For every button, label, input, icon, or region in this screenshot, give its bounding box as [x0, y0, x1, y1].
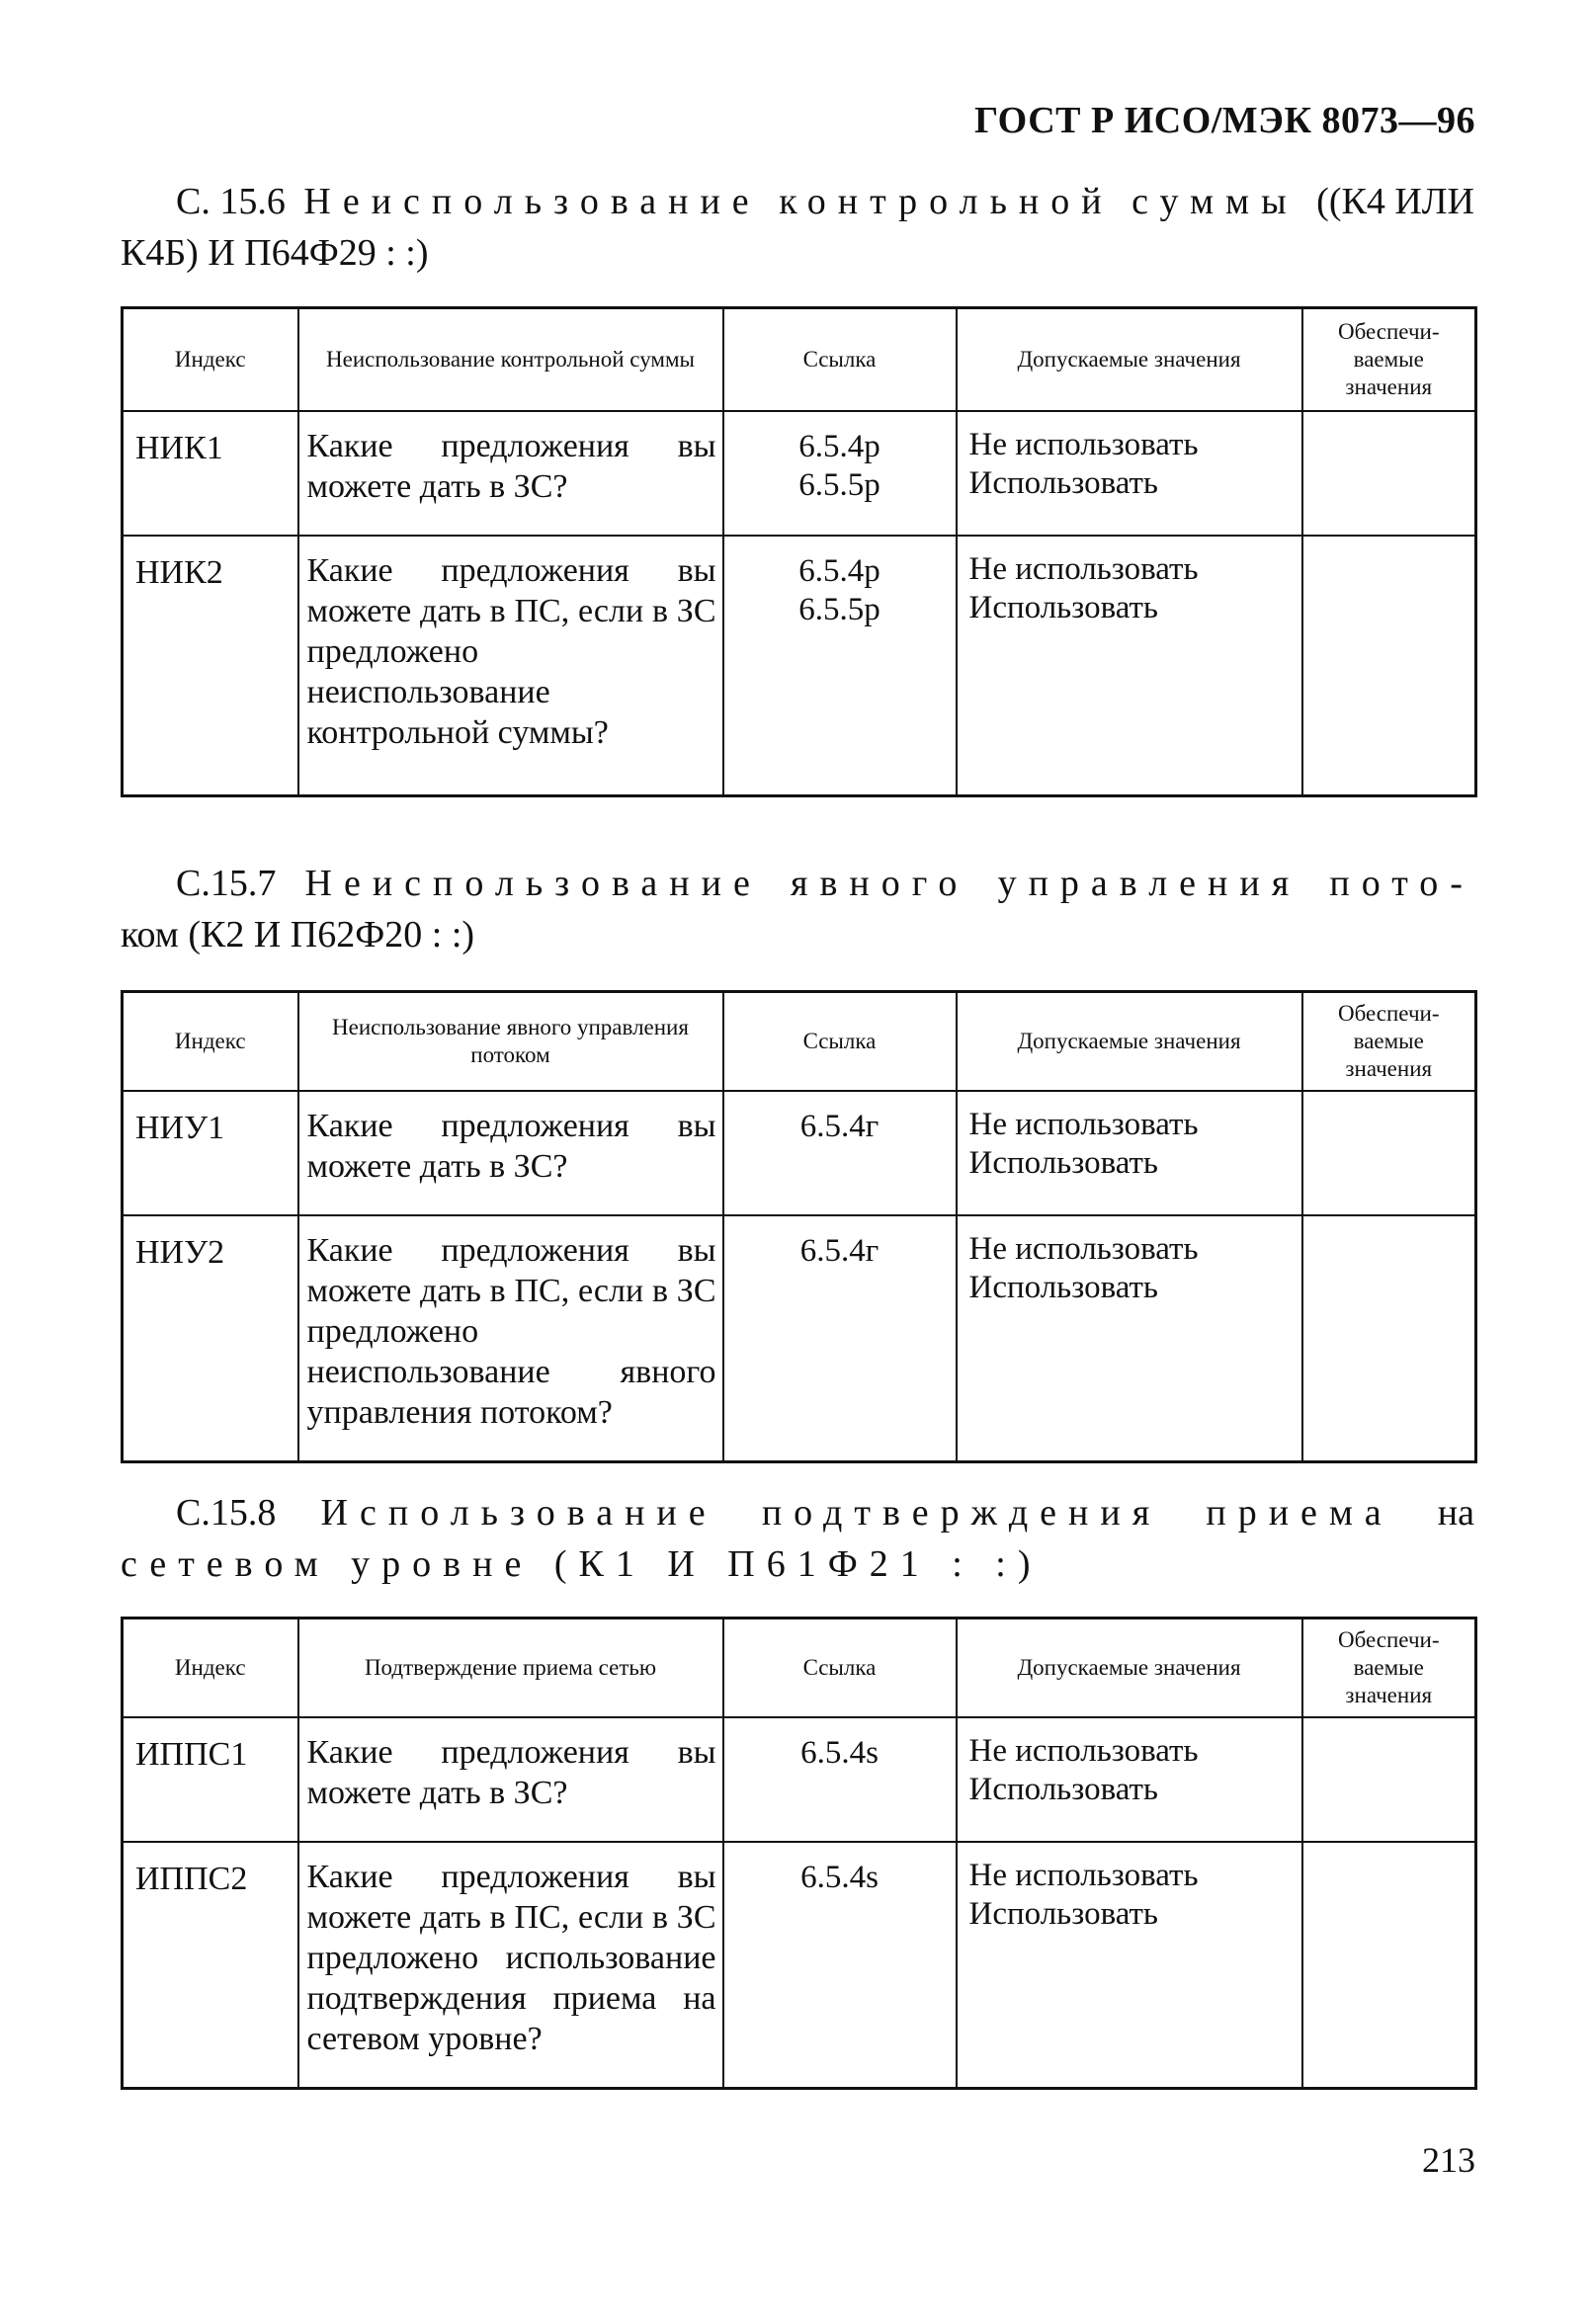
row-index: ИППС1 — [123, 1717, 298, 1842]
row-supported-values — [1302, 1091, 1476, 1215]
table-row — [123, 411, 1476, 536]
column-header-reference: Ссылка — [723, 308, 957, 411]
column-header-reference: Ссылка — [723, 1618, 957, 1717]
title-part: С.15.8 — [176, 1492, 277, 1534]
table-row — [123, 1842, 1476, 2089]
title-part: контрольной — [779, 181, 1114, 222]
title-part: пото- — [1329, 863, 1474, 904]
section-title-15-8 — [121, 1487, 1474, 1590]
table-header-row — [123, 992, 1476, 1091]
row-supported-values — [1302, 536, 1476, 796]
row-allowed-values — [957, 1842, 1302, 2089]
row-allowed-values — [957, 536, 1302, 796]
allowed-value: Не использовать — [968, 1732, 1199, 1769]
allowed-value: Не использовать — [968, 1106, 1199, 1142]
row-index: ИППС2 — [123, 1842, 298, 2089]
title-part: управления — [997, 863, 1301, 904]
row-allowed-values — [957, 1215, 1302, 1462]
title-part: С.15.7 — [176, 863, 277, 904]
title-part: подтверждения — [761, 1492, 1162, 1534]
title-part: приема — [1206, 1492, 1393, 1534]
allowed-value: Не использовать — [968, 1857, 1199, 1893]
title-part: Неиспользование — [304, 863, 762, 904]
table-header-row — [123, 308, 1476, 411]
title-part: на — [1437, 1492, 1474, 1534]
document-header: ГОСТ Р ИСО/МЭК 8073—96 — [973, 100, 1475, 141]
row-index: НИК1 — [123, 411, 298, 536]
row-index: НИК2 — [123, 536, 298, 796]
column-header-allowed: Допускаемые значения — [957, 992, 1302, 1091]
title-part: Использование — [320, 1492, 717, 1534]
row-question: Какие предложения вы можете дать в ПС, если в ЗС предложено использование подтверждения приема на сетевом уровне? — [298, 1842, 723, 2089]
row-question: Какие предложения вы можете дать в ЗС? — [298, 1091, 723, 1215]
column-header-feature: Неиспользование явного управления потоком — [298, 992, 723, 1091]
reference-value: 6.5.4р — [798, 552, 880, 589]
spec-table-15-7 — [121, 990, 1477, 1463]
reference-value: 6.5.4s — [800, 1734, 879, 1771]
row-supported-values — [1302, 1842, 1476, 2089]
title-part: явного — [790, 863, 969, 904]
allowed-value: Использовать — [968, 1144, 1158, 1181]
column-header-allowed: Допускаемые значения — [957, 1618, 1302, 1717]
row-supported-values — [1302, 1215, 1476, 1462]
allowed-value: Использовать — [968, 1895, 1158, 1932]
row-reference — [723, 1717, 957, 1842]
table-row — [123, 1091, 1476, 1215]
title-part: Неиспользование — [303, 181, 761, 222]
row-question: Какие предложения вы можете дать в ЗС? — [298, 1717, 723, 1842]
reference-value: 6.5.5р — [798, 591, 880, 627]
column-header-index: Индекс — [123, 992, 298, 1091]
allowed-value: Использовать — [968, 589, 1158, 625]
title-part: ((К4 ИЛИ — [1316, 181, 1474, 222]
row-supported-values — [1302, 411, 1476, 536]
section-title-15-6 — [121, 176, 1474, 279]
spec-table-15-8 — [121, 1617, 1477, 2090]
section-title-15-7 — [121, 858, 1474, 960]
allowed-value: Не использовать — [968, 550, 1199, 587]
row-reference — [723, 1842, 957, 2089]
reference-value: 6.5.4г — [799, 1232, 880, 1269]
row-index: НИУ1 — [123, 1091, 298, 1215]
reference-value: 6.5.4г — [799, 1108, 880, 1144]
page-number: 213 — [1422, 2140, 1475, 2180]
title-part: суммы — [1131, 181, 1299, 222]
table-header-row — [123, 1618, 1476, 1717]
column-header-feature: Неиспользование контрольной суммы — [298, 308, 723, 411]
allowed-value: Использовать — [968, 464, 1158, 501]
row-question: Какие предложения вы можете дать в ЗС? — [298, 411, 723, 536]
column-header-reference: Ссылка — [723, 992, 957, 1091]
row-index: НИУ2 — [123, 1215, 298, 1462]
title-part: С. 15.6 — [176, 181, 286, 222]
spec-table-15-6 — [121, 306, 1477, 797]
reference-value: 6.5.4s — [800, 1859, 879, 1895]
row-allowed-values — [957, 1717, 1302, 1842]
reference-value: 6.5.5р — [798, 466, 880, 503]
allowed-value: Использовать — [968, 1771, 1158, 1807]
column-header-index: Индекс — [123, 1618, 298, 1717]
allowed-value: Не использовать — [968, 426, 1199, 462]
title-line-2: ком (К2 И П62Ф20 : :) — [121, 914, 475, 955]
row-question: Какие предложения вы можете дать в ПС, если в ЗС предложено неиспользование явного управления потоком? — [298, 1215, 723, 1462]
title-line-2: К4Б) И П64Ф29 : :) — [121, 232, 429, 274]
column-header-index: Индекс — [123, 308, 298, 411]
row-question: Какие предложения вы можете дать в ПС, если в ЗС предложено неиспользование контрольной суммы? — [298, 536, 723, 796]
column-header-supported: Обеспечи-ваемые значения — [1302, 1618, 1476, 1717]
row-allowed-values — [957, 1091, 1302, 1215]
row-allowed-values — [957, 411, 1302, 536]
reference-value: 6.5.4р — [798, 428, 880, 464]
row-reference — [723, 1215, 957, 1462]
column-header-allowed: Допускаемые значения — [957, 308, 1302, 411]
table-row — [123, 536, 1476, 796]
allowed-value: Не использовать — [968, 1230, 1199, 1267]
table-row — [123, 1717, 1476, 1842]
column-header-supported: Обеспечи-ваемые значения — [1302, 992, 1476, 1091]
row-supported-values — [1302, 1717, 1476, 1842]
column-header-supported: Обеспечи-ваемые значения — [1302, 308, 1476, 411]
table-row — [123, 1215, 1476, 1462]
allowed-value: Использовать — [968, 1269, 1158, 1305]
row-reference — [723, 536, 957, 796]
column-header-feature: Подтверждение приема сетью — [298, 1618, 723, 1717]
row-reference — [723, 411, 957, 536]
title-line-2: сетевом уровне (К1 И П61Ф21 : :) — [121, 1543, 1043, 1585]
row-reference — [723, 1091, 957, 1215]
